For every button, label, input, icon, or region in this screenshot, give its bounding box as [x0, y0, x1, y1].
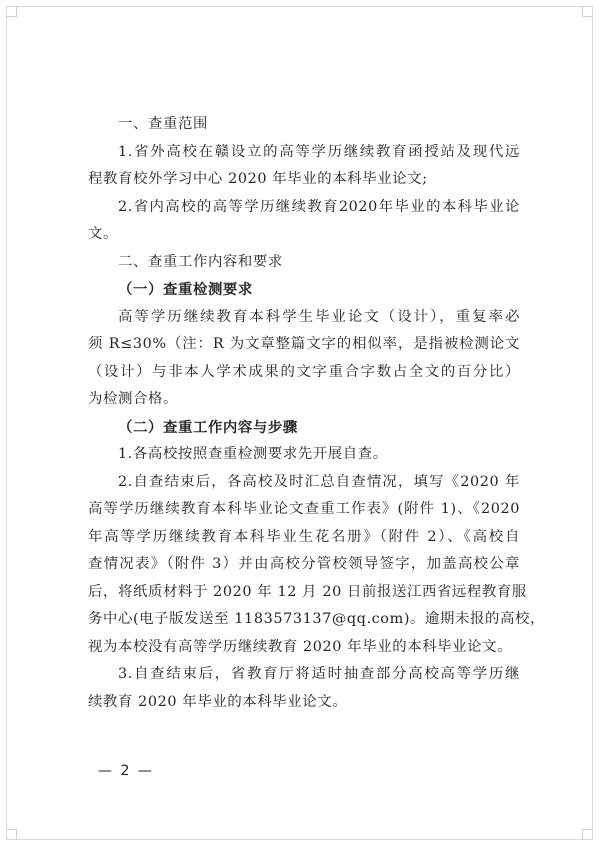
paragraph-line: 2.省内高校的高等学历继续教育2020年毕业的本科毕业论	[118, 198, 520, 215]
subsection-heading: （一）查重检测要求	[118, 281, 253, 298]
crop-mark	[582, 829, 593, 840]
crop-mark	[6, 6, 17, 17]
paragraph-line: 务中心(电子版发送至 1183573137@qq.com)。逾期未报的高校，	[88, 611, 545, 627]
paragraph-line: 1.省外高校在赣设立的高等学历继续教育函授站及现代远	[118, 143, 520, 160]
paragraph-line: 高等学历继续教育本科学生毕业论文（设计），重复率必	[118, 308, 520, 325]
paragraph-line: 年高等学历继续教育本科毕业生花名册》（附件 2）、《高校自	[88, 528, 520, 545]
crop-mark	[582, 6, 593, 17]
document-body	[88, 111, 545, 716]
crop-mark	[6, 829, 17, 840]
paragraph-line: 程教育校外学习中心 2020 年毕业的本科毕业论文;	[88, 171, 428, 187]
paragraph-line: 2.自查结束后，各高校及时汇总自查情况，填写《2020 年	[118, 473, 520, 490]
paragraph-line: 续教育 2020 年毕业的本科毕业论文。	[88, 693, 348, 710]
paragraph-line: 为检测合格。	[88, 391, 178, 407]
subsection-heading: （二）查重工作内容与步骤	[118, 418, 298, 436]
paragraph-line: 视为本校没有高等学历继续教育 2020 年毕业的本科毕业论文。	[88, 638, 513, 655]
paragraph-line: 查情况表》（附件 3）并由高校分管校领导签字，加盖高校公章	[88, 556, 520, 572]
paragraph-line: 3.自查结束后，省教育厅将适时抽查部分高校高等学历继	[118, 666, 520, 682]
paragraph-line: （设计）与非本人学术成果的文字重合字数占全文的百分比）	[88, 363, 520, 380]
paragraph-line: 须 R≤30%（注：R 为文章整篇文字的相似率，是指被检测论文	[88, 336, 520, 352]
section-heading: 一、查重范围	[118, 116, 208, 132]
page-number: — 2 —	[98, 763, 154, 779]
paragraph-line: 文。	[88, 226, 118, 242]
paragraph-line: 高等学历继续教育本科毕业论文查重工作表》(附件 1)、《2020	[88, 501, 520, 517]
section-heading: 二、查重工作内容和要求	[118, 253, 283, 270]
paragraph-line: 1.各高校按照查重检测要求先开展自查。	[118, 446, 388, 462]
paragraph-line: 后，将纸质材料于 2020 年 12 月 20 日前报送江西省远程教育服	[88, 583, 527, 600]
